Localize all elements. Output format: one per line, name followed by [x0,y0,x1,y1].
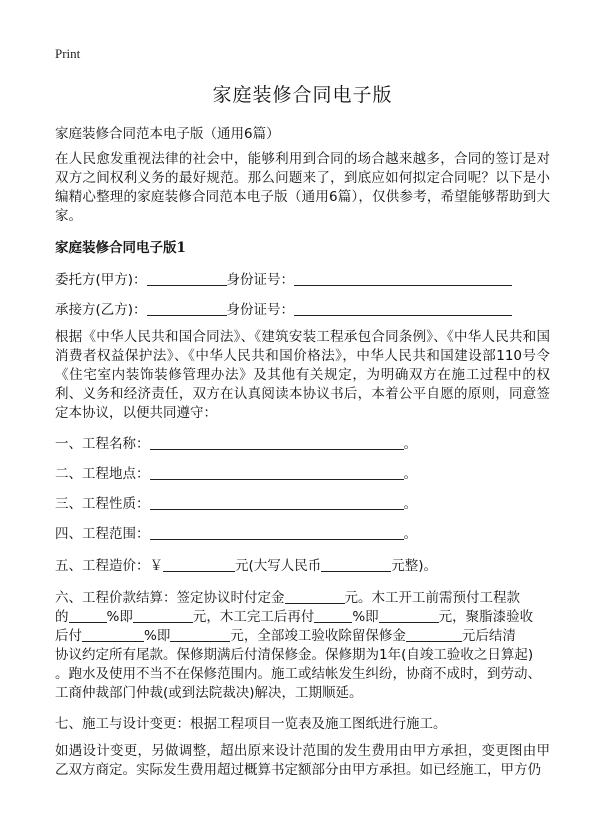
settlement-line-3 [55,624,516,644]
change-detail-paragraph: 如遇设计变更，另做调整，超出原来设计范围的发生费用由甲方承担，变更图由甲乙双方商定。实际发生费用超过概算书定额部分由甲方承担。如已经施工，甲方仍 [55,743,550,778]
settlement-text: 的 [55,609,69,625]
item-name-row [55,432,417,452]
deposit-blank [285,589,345,604]
party-a-id-label: 身份证号： [226,272,295,288]
settlement-line-2 [55,605,533,625]
item-cost-mid: 元(大写人民币 [235,558,322,574]
percent-blank [314,608,352,623]
party-b-id-label: 身份证号： [226,302,295,318]
amount-blank [170,627,230,642]
item-scope-blank [150,525,404,540]
item-name-label: 一、工程名称： [55,436,150,452]
settlement-line-6: 工商仲裁部门仲裁(或到法院裁决)解决，工期顺延。 [55,685,363,701]
section-heading: 家庭装修合同电子版1 [55,240,186,256]
item-scope-period: 。 [403,526,417,542]
percent-blank [69,608,107,623]
settlement-text: 元，聚脂漆验收 [438,609,534,625]
retention-blank [406,627,462,642]
document-title: 家庭装修合同电子版 [212,84,393,106]
item-cost-row [55,554,437,574]
item-location-blank [150,465,404,480]
item-name-blank [150,435,404,450]
item-location-period: 。 [403,466,417,482]
settlement-text: 元后结清 [461,628,516,644]
item-scope-label: 四、工程范围： [55,526,150,542]
party-a-id-blank [294,271,512,286]
item-location-row [55,462,417,482]
party-a-label: 委托方(甲方)： [55,272,147,288]
item-nature-blank [150,495,404,510]
item-cost-label: 五、工程造价：￥ [55,558,163,574]
item-nature-row [55,492,417,512]
settlement-line-4: 协议约定所有尾款。保修期满后付清保修金。保修期为1年(自竣工验收之日算起) [55,647,534,663]
party-a-row [55,268,512,288]
print-link[interactable]: Print [55,46,81,61]
item-cost-end: 元整)。 [391,558,438,574]
party-b-name-blank [147,301,227,316]
item-nature-label: 三、工程性质： [55,496,150,512]
party-a-name-blank [147,271,227,286]
item-scope-row [55,522,417,542]
amount-blank [133,608,193,623]
item-cost-blank [163,557,235,572]
party-b-id-blank [294,301,512,316]
document-subtitle: 家庭装修合同范本电子版（通用6篇） [55,126,280,142]
party-b-label: 承接方(乙方)： [55,302,147,318]
settlement-text: 六、工程价款结算：签定协议时付定金 [55,590,285,606]
settlement-text: 元，木工完工后再付 [192,609,315,625]
settlement-line-5: 。跑水及使用不当不在保修范围内。施工或结帐发生纠纷，协商不成时，到劳动、 [55,666,541,682]
settlement-text: %即 [144,628,171,644]
percent-blank [82,627,144,642]
basis-paragraph: 根据《中华人民共和国合同法》、《建筑安装工程承包合同条例》、《中华人民共和国消费者权益保护法》、《中华人民共和国价格法》，中华人民共和国建设部110号令《住宅室内装饰装修管理办法》及其他有关规定，为明确双方在施工过程中的权利、义务和经济责任，双方在认真阅读本协议书后，本着公平自愿的原则，同意签定本协议，以便共同遵守： [55,329,550,421]
intro-paragraph: 在人民愈发重视法律的社会中，能够利用到合同的场合越来越多，合同的签订是对双方之间权利义务的最好规范。那么问题来了，到底应如何拟定合同呢？以下是小编精心整理的家庭装修合同范本电子版（通用6篇），仅供参考，希望能够帮助到大家。 [55,151,550,224]
settlement-text: 元，全部竣工验收除留保修金 [230,628,406,644]
party-b-row [55,298,512,318]
settlement-line-1 [55,586,520,606]
item-location-label: 二、工程地点： [55,466,150,482]
settlement-text: 元。木工开工前需预付工程款 [344,590,520,606]
settlement-text: 后付 [55,628,82,644]
item-cost-words-blank [321,557,391,572]
settlement-text: %即 [106,609,133,625]
design-change-line: 七、施工与设计变更：根据工程项目一览表及施工图纸进行施工。 [55,716,447,732]
item-name-period: 。 [403,436,417,452]
amount-blank [379,608,439,623]
item-nature-period: 。 [403,496,417,512]
settlement-text: %即 [352,609,379,625]
